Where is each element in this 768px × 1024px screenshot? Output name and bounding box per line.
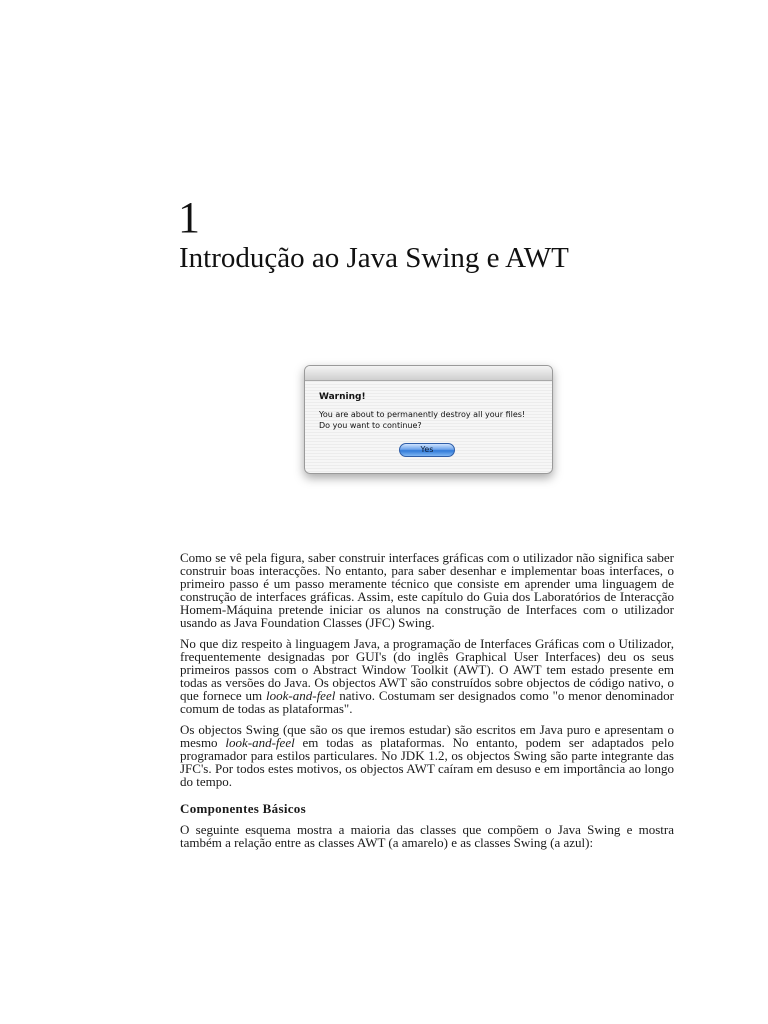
paragraph-3-part-a: Os objectos Swing (que são os que iremos estudar) são escritos em Java puro e apresentam o mesmo [180,722,674,750]
dialog-heading: Warning! [319,392,366,402]
dialog-message-line1: You are about to permanently destroy all your files! [319,410,526,419]
section-heading: Componentes Básicos [180,801,306,816]
paragraph-1: Como se vê pela figura, saber construir interfaces gráficas com o utilizador não significa saber construir boas interacções. No entanto, para saber desenhar e implementar boas interfaces, o primeiro passo é um passo meramente técnico que consiste em aprender uma linguagem de construção de interfaces gráficas. Assim, este capítulo do Guia dos Laboratórios de Interacção Homem-Máquina pretende iniciar os alunos na construção de Interfaces com o utilizador usando as Java Foundation Classes (JFC) Swing. [180,550,674,630]
paragraph-2-part-a: No que diz respeito à linguagem Java, a programação de Interfaces Gráficas com o Utilizador, frequentemente designadas por GUI's (do inglês Graphical User Interfaces) deu os seus primeiros passos com o Abstract Window Toolkit (AWT). O AWT tem estado presente em todas as versões do Java. Os objectos AWT são construídos sobre objectos de código nativo, o que fornece um [180,636,674,703]
body-text [180,551,674,857]
warning-dialog-figure [304,365,553,474]
chapter-title: Introdução ao Java Swing e AWT [179,242,569,274]
paragraph-4: O seguinte esquema mostra a maioria das classes que compõem o Java Swing e mostra também a relação entre as classes AWT (a amarelo) e as classes Swing (a azul): [180,822,674,850]
paragraph-3 [180,723,674,788]
dialog-message [319,409,525,431]
chapter-number: 1 [178,193,200,242]
yes-button[interactable]: Yes [399,443,455,457]
paragraph-3-emphasis: look-and-feel [225,735,295,750]
dialog-message-line2: Do you want to continue? [319,421,422,430]
paragraph-2-emphasis: look-and-feel [266,688,336,703]
dialog-titlebar [305,366,552,381]
paragraph-2 [180,637,674,715]
paragraph-2-part-b: nativo. Costumam ser designados como "o menor denominador comum de todas as plataformas". [180,688,674,716]
paragraph-3-part-b: em todas as plataformas. No entanto, podem ser adaptados pelo programador para estilos particulares. No JDK 1.2, os objectos Swing são parte integrante das JFC's. Por todos estes motivos, os objectos AWT caíram em desuso e em importância ao longo do tempo. [180,735,674,789]
